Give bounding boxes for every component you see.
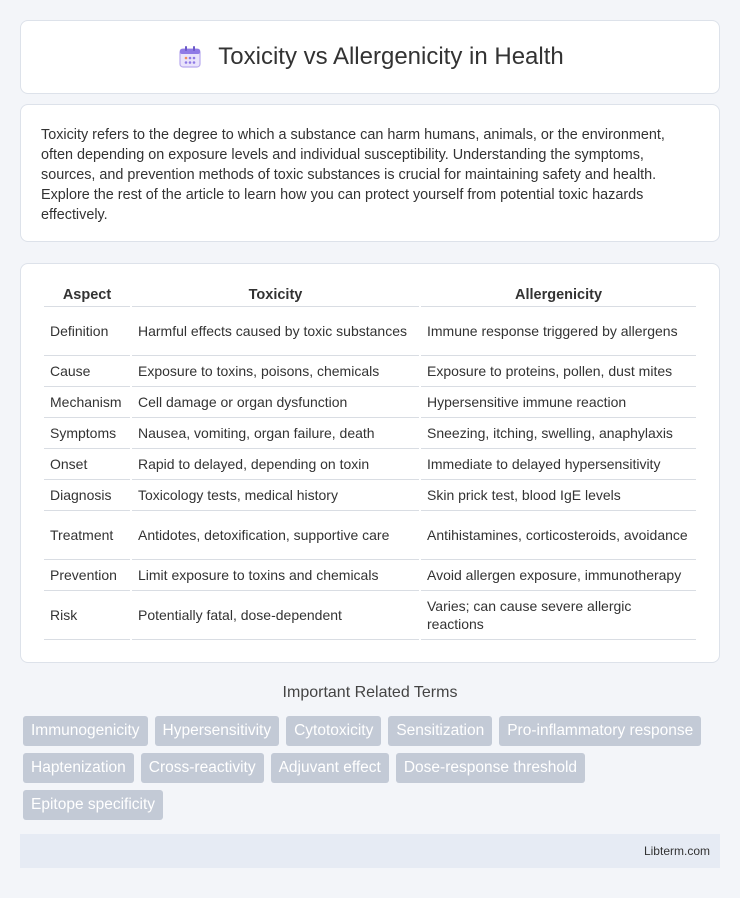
toxicity-cell: Toxicology tests, medical history [132, 480, 419, 511]
table-row [44, 480, 696, 511]
table-row [44, 387, 696, 418]
aspect-cell: Onset [44, 449, 130, 480]
aspect-cell: Cause [44, 356, 130, 387]
aspect-cell: Treatment [44, 511, 130, 560]
header-toxicity: Toxicity [132, 284, 419, 307]
table-row [44, 307, 696, 356]
title-wrap [176, 43, 563, 71]
table-row [44, 356, 696, 387]
aspect-cell: Risk [44, 591, 130, 640]
term-tag[interactable]: Cytotoxicity [286, 716, 381, 746]
related-terms-list [23, 716, 713, 820]
term-tag[interactable]: Haptenization [23, 753, 134, 783]
allergenicity-cell: Immediate to delayed hypersensitivity [421, 449, 696, 480]
toxicity-cell: Potentially fatal, dose-dependent [132, 591, 419, 640]
allergenicity-cell: Immune response triggered by allergens [421, 307, 696, 356]
term-tag[interactable]: Immunogenicity [23, 716, 148, 746]
aspect-cell: Definition [44, 307, 130, 356]
term-tag[interactable]: Epitope specificity [23, 790, 163, 820]
table-row [44, 449, 696, 480]
term-tag[interactable]: Cross-reactivity [141, 753, 264, 783]
table-row [44, 560, 696, 591]
comparison-table [42, 284, 698, 640]
term-tag[interactable]: Pro-inflammatory response [499, 716, 701, 746]
allergenicity-cell: Hypersensitive immune reaction [421, 387, 696, 418]
aspect-cell: Symptoms [44, 418, 130, 449]
aspect-cell: Prevention [44, 560, 130, 591]
toxicity-cell: Limit exposure to toxins and chemicals [132, 560, 419, 591]
allergenicity-cell: Exposure to proteins, pollen, dust mites [421, 356, 696, 387]
comparison-table-card [20, 263, 720, 663]
table-row [44, 591, 696, 640]
calendar-icon [176, 43, 204, 71]
page-title: Toxicity vs Allergenicity in Health [218, 43, 564, 70]
term-tag[interactable]: Sensitization [388, 716, 492, 746]
toxicity-cell: Cell damage or organ dysfunction [132, 387, 419, 418]
intro-card [20, 104, 720, 242]
footer [20, 834, 720, 868]
intro-paragraph: Toxicity refers to the degree to which a substance can harm humans, animals, or the environment, often depending on exposure levels and individual susceptibility. Understanding the symptoms, sources, and prevention methods of toxic substances is crucial for maintaining safety and health. Explore the rest of the article to learn how you can protect yourself from potential toxic hazards effectively. [41, 127, 665, 223]
toxicity-cell: Exposure to toxins, poisons, chemicals [132, 356, 419, 387]
aspect-cell: Mechanism [44, 387, 130, 418]
header-allergenicity: Allergenicity [421, 284, 696, 307]
toxicity-cell: Rapid to delayed, depending on toxin [132, 449, 419, 480]
related-terms-title: Important Related Terms [282, 684, 458, 701]
allergenicity-cell: Varies; can cause severe allergic reactions [421, 591, 696, 640]
toxicity-cell: Nausea, vomiting, organ failure, death [132, 418, 419, 449]
toxicity-cell: Antidotes, detoxification, supportive care [132, 511, 419, 560]
aspect-cell: Diagnosis [44, 480, 130, 511]
toxicity-cell: Harmful effects caused by toxic substances [132, 307, 419, 356]
header-aspect: Aspect [44, 284, 130, 307]
term-tag[interactable]: Hypersensitivity [155, 716, 280, 746]
allergenicity-cell: Antihistamines, corticosteroids, avoidance [421, 511, 696, 560]
table-row [44, 511, 696, 560]
allergenicity-cell: Skin prick test, blood IgE levels [421, 480, 696, 511]
footer-site-link[interactable]: Libterm.com [643, 844, 710, 858]
term-tag[interactable]: Dose-response threshold [396, 753, 585, 783]
allergenicity-cell: Avoid allergen exposure, immunotherapy [421, 560, 696, 591]
allergenicity-cell: Sneezing, itching, swelling, anaphylaxis [421, 418, 696, 449]
table-row [44, 418, 696, 449]
title-card [20, 20, 720, 94]
term-tag[interactable]: Adjuvant effect [271, 753, 389, 783]
table-header-row [44, 284, 696, 307]
